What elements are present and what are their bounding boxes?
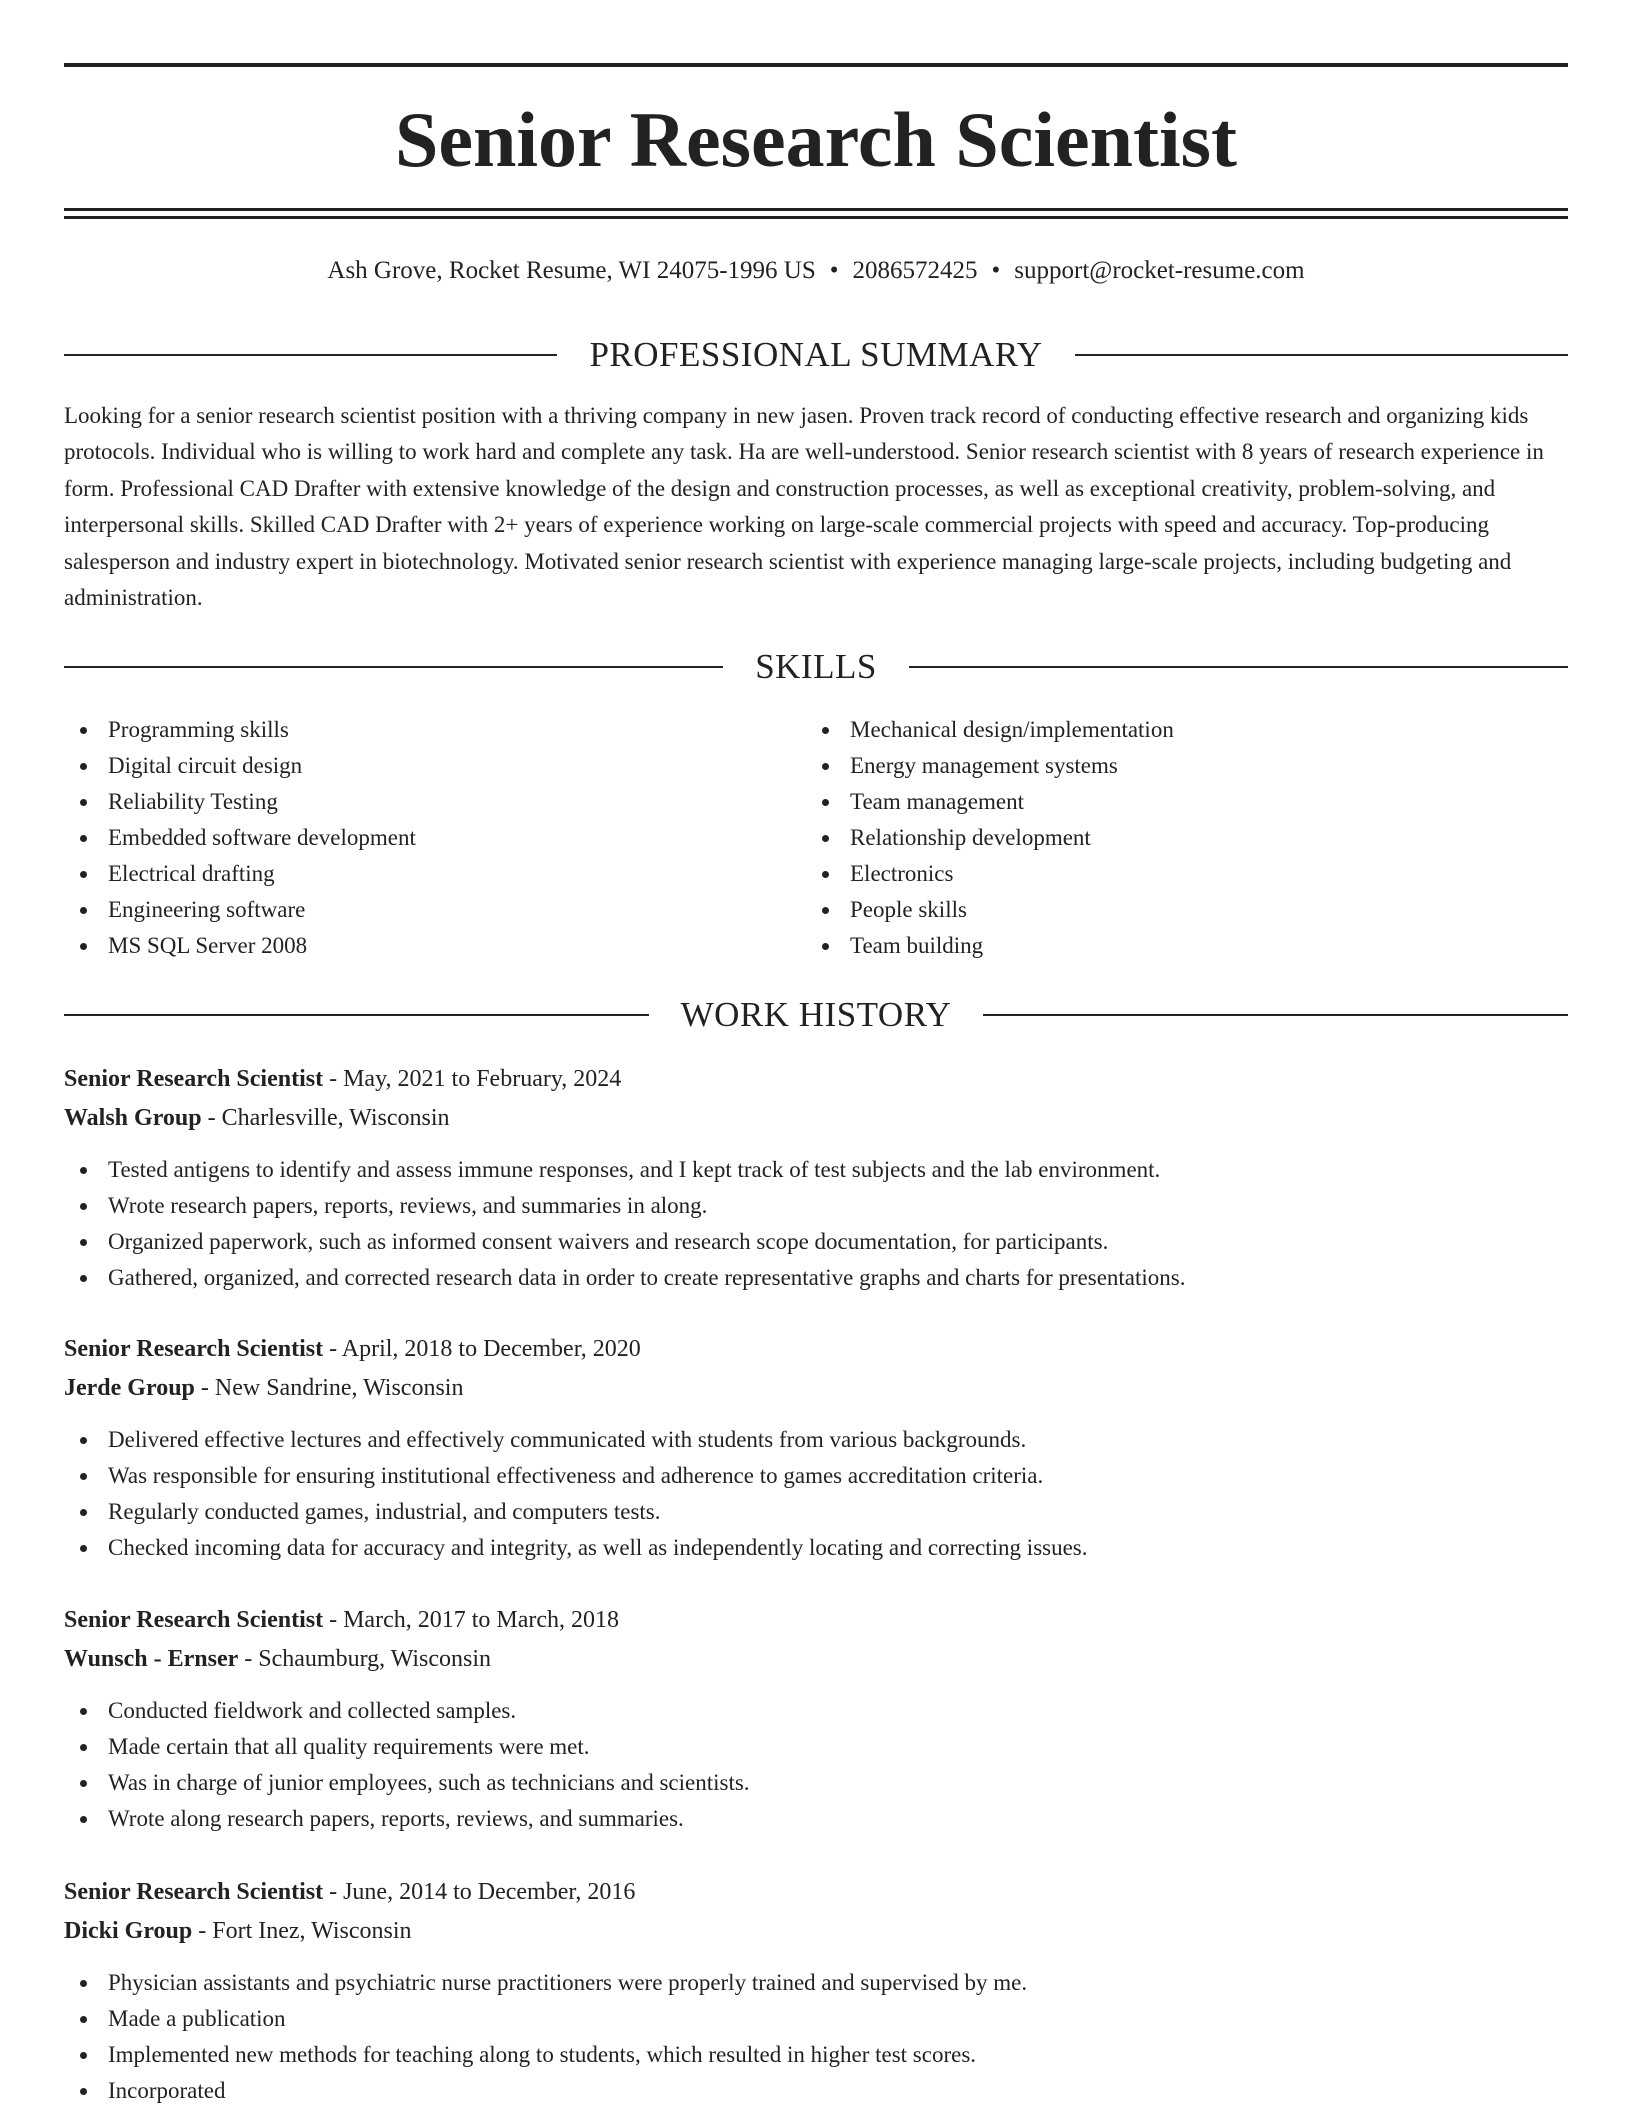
- summary-heading-label: PROFESSIONAL SUMMARY: [589, 335, 1043, 374]
- job-bullet: Incorporated: [64, 2073, 1568, 2109]
- job-bullet: Physician assistants and psychiatric nurse practitioners were properly trained and supervised by me.: [64, 1965, 1568, 2001]
- job-bullet: Gathered, organized, and corrected research data in order to create representative graphs and charts for presentations.: [64, 1260, 1568, 1296]
- job-bullet: Regularly conducted games, industrial, and computers tests.: [64, 1494, 1568, 1530]
- job-dates: May, 2021 to February, 2024: [343, 1066, 622, 1092]
- skills-list-left: [64, 712, 804, 964]
- skill-item: Mechanical design/implementation: [806, 712, 1546, 748]
- job-title-line: Senior Research Scientist - March, 2017 to March, 2018: [64, 1607, 620, 1633]
- skill-item: Reliability Testing: [64, 784, 804, 820]
- job-bullets: [64, 1422, 1568, 1566]
- job-bullet: Was in charge of junior employees, such as technicians and scientists.: [64, 1765, 1568, 1801]
- heading-rule-left: [64, 1014, 649, 1016]
- job-entry: [64, 1873, 1568, 2109]
- job-dates: March, 2017 to March, 2018: [343, 1607, 620, 1633]
- work-history-heading-label: WORK HISTORY: [680, 995, 952, 1034]
- job-company-line: Dicki Group - Fort Inez, Wisconsin: [64, 1918, 412, 1944]
- job-entry: [64, 1060, 1568, 1296]
- skill-item: Team management: [806, 784, 1546, 820]
- skill-item: Electronics: [806, 856, 1546, 892]
- contact-separator: •: [829, 257, 839, 284]
- job-entry: [64, 1330, 1568, 1566]
- job-bullet: Checked incoming data for accuracy and integrity, as well as independently locating and correcting issues.: [64, 1530, 1568, 1566]
- contact-separator: •: [991, 257, 1001, 284]
- contact-email: support@rocket-resume.com: [1014, 257, 1305, 284]
- heading-rule-right: [1075, 354, 1568, 356]
- summary-heading: [64, 333, 1568, 377]
- skills-list-right: [806, 712, 1546, 964]
- job-location: Charlesville, Wisconsin: [221, 1105, 450, 1131]
- job-bullet: Was responsible for ensuring institutional effectiveness and adherence to games accreditation criteria.: [64, 1458, 1568, 1494]
- job-title: Senior Research Scientist: [64, 1879, 324, 1905]
- job-title-line: Senior Research Scientist - April, 2018 to December, 2020: [64, 1336, 641, 1362]
- top-rule: [64, 63, 1568, 67]
- job-company-line: Jerde Group - New Sandrine, Wisconsin: [64, 1375, 464, 1401]
- skill-item: Relationship development: [806, 820, 1546, 856]
- contact-address: Ash Grove, Rocket Resume, WI 24075-1996 US: [327, 257, 816, 284]
- job-bullets: [64, 1152, 1568, 1296]
- job-bullets: [64, 1965, 1568, 2109]
- job-location: Fort Inez, Wisconsin: [212, 1918, 412, 1944]
- job-title: Senior Research Scientist: [64, 1336, 324, 1362]
- title-rule-upper: [64, 208, 1568, 211]
- resume-title: Senior Research Scientist: [394, 96, 1238, 183]
- job-bullet: Made certain that all quality requirements were met.: [64, 1729, 1568, 1765]
- job-bullet: Delivered effective lectures and effectively communicated with students from various backgrounds.: [64, 1422, 1568, 1458]
- job-bullet: Wrote along research papers, reports, reviews, and summaries.: [64, 1801, 1568, 1837]
- job-title: Senior Research Scientist: [64, 1066, 324, 1092]
- job-company-line: Walsh Group - Charlesville, Wisconsin: [64, 1105, 450, 1131]
- job-company: Wunsch - Ernser: [64, 1646, 239, 1672]
- job-bullet: Tested antigens to identify and assess immune responses, and I kept track of test subjects and the lab environment.: [64, 1152, 1568, 1188]
- contact-info: [64, 254, 1568, 288]
- skills-heading-label: SKILLS: [755, 647, 877, 686]
- skill-item: Energy management systems: [806, 748, 1546, 784]
- summary-text: Looking for a senior research scientist position with a thriving company in new jasen. Proven track record of conducting effective research and organizing kids protocols. Individual who is willing to work hard and complete any task. Ha are well-understood. Senior research scientist with 8 years of research experience in form. Professional CAD Drafter with extensive knowledge of the design and construction processes, as well as exceptional creativity, problem-solving, and interpersonal skills. Skilled CAD Drafter with 2+ years of experience working on large-scale commercial projects with speed and accuracy. Top-producing salesperson and industry expert in biotechnology. Motivated senior research scientist with experience managing large-scale projects, including budgeting and administration.: [64, 403, 1544, 611]
- skills-heading: [64, 645, 1568, 689]
- job-bullet: Wrote research papers, reports, reviews, and summaries in along.: [64, 1188, 1568, 1224]
- job-title: Senior Research Scientist: [64, 1607, 324, 1633]
- job-bullet: Made a publication: [64, 2001, 1568, 2037]
- job-location: New Sandrine, Wisconsin: [214, 1375, 464, 1401]
- job-bullet: Conducted fieldwork and collected samples.: [64, 1693, 1568, 1729]
- skill-item: Embedded software development: [64, 820, 804, 856]
- job-title-line: Senior Research Scientist - June, 2014 to December, 2016: [64, 1879, 636, 1905]
- job-title-line: Senior Research Scientist - May, 2021 to February, 2024: [64, 1066, 622, 1092]
- work-history-heading: [64, 993, 1568, 1037]
- skill-item: People skills: [806, 892, 1546, 928]
- skill-item: MS SQL Server 2008: [64, 928, 804, 964]
- title-rule-lower: [64, 216, 1568, 219]
- job-bullet: Organized paperwork, such as informed consent waivers and research scope documentation, for participants.: [64, 1224, 1568, 1260]
- heading-rule-right: [983, 1014, 1568, 1016]
- job-entry: [64, 1601, 1568, 1837]
- heading-rule-right: [909, 666, 1568, 668]
- skill-item: Engineering software: [64, 892, 804, 928]
- skill-item: Programming skills: [64, 712, 804, 748]
- job-company: Walsh Group: [64, 1105, 202, 1131]
- job-location: Schaumburg, Wisconsin: [258, 1646, 492, 1672]
- skill-item: Digital circuit design: [64, 748, 804, 784]
- job-bullets: [64, 1693, 1568, 1837]
- job-company: Jerde Group: [64, 1375, 195, 1401]
- job-dates: April, 2018 to December, 2020: [341, 1336, 641, 1362]
- heading-rule-left: [64, 354, 557, 356]
- job-dates: June, 2014 to December, 2016: [343, 1879, 636, 1905]
- skill-item: Team building: [806, 928, 1546, 964]
- job-company: Dicki Group: [64, 1918, 193, 1944]
- job-bullet: Implemented new methods for teaching along to students, which resulted in higher test scores.: [64, 2037, 1568, 2073]
- skill-item: Electrical drafting: [64, 856, 804, 892]
- heading-rule-left: [64, 666, 723, 668]
- job-company-line: Wunsch - Ernser - Schaumburg, Wisconsin: [64, 1646, 492, 1672]
- contact-phone: 2086572425: [852, 257, 978, 284]
